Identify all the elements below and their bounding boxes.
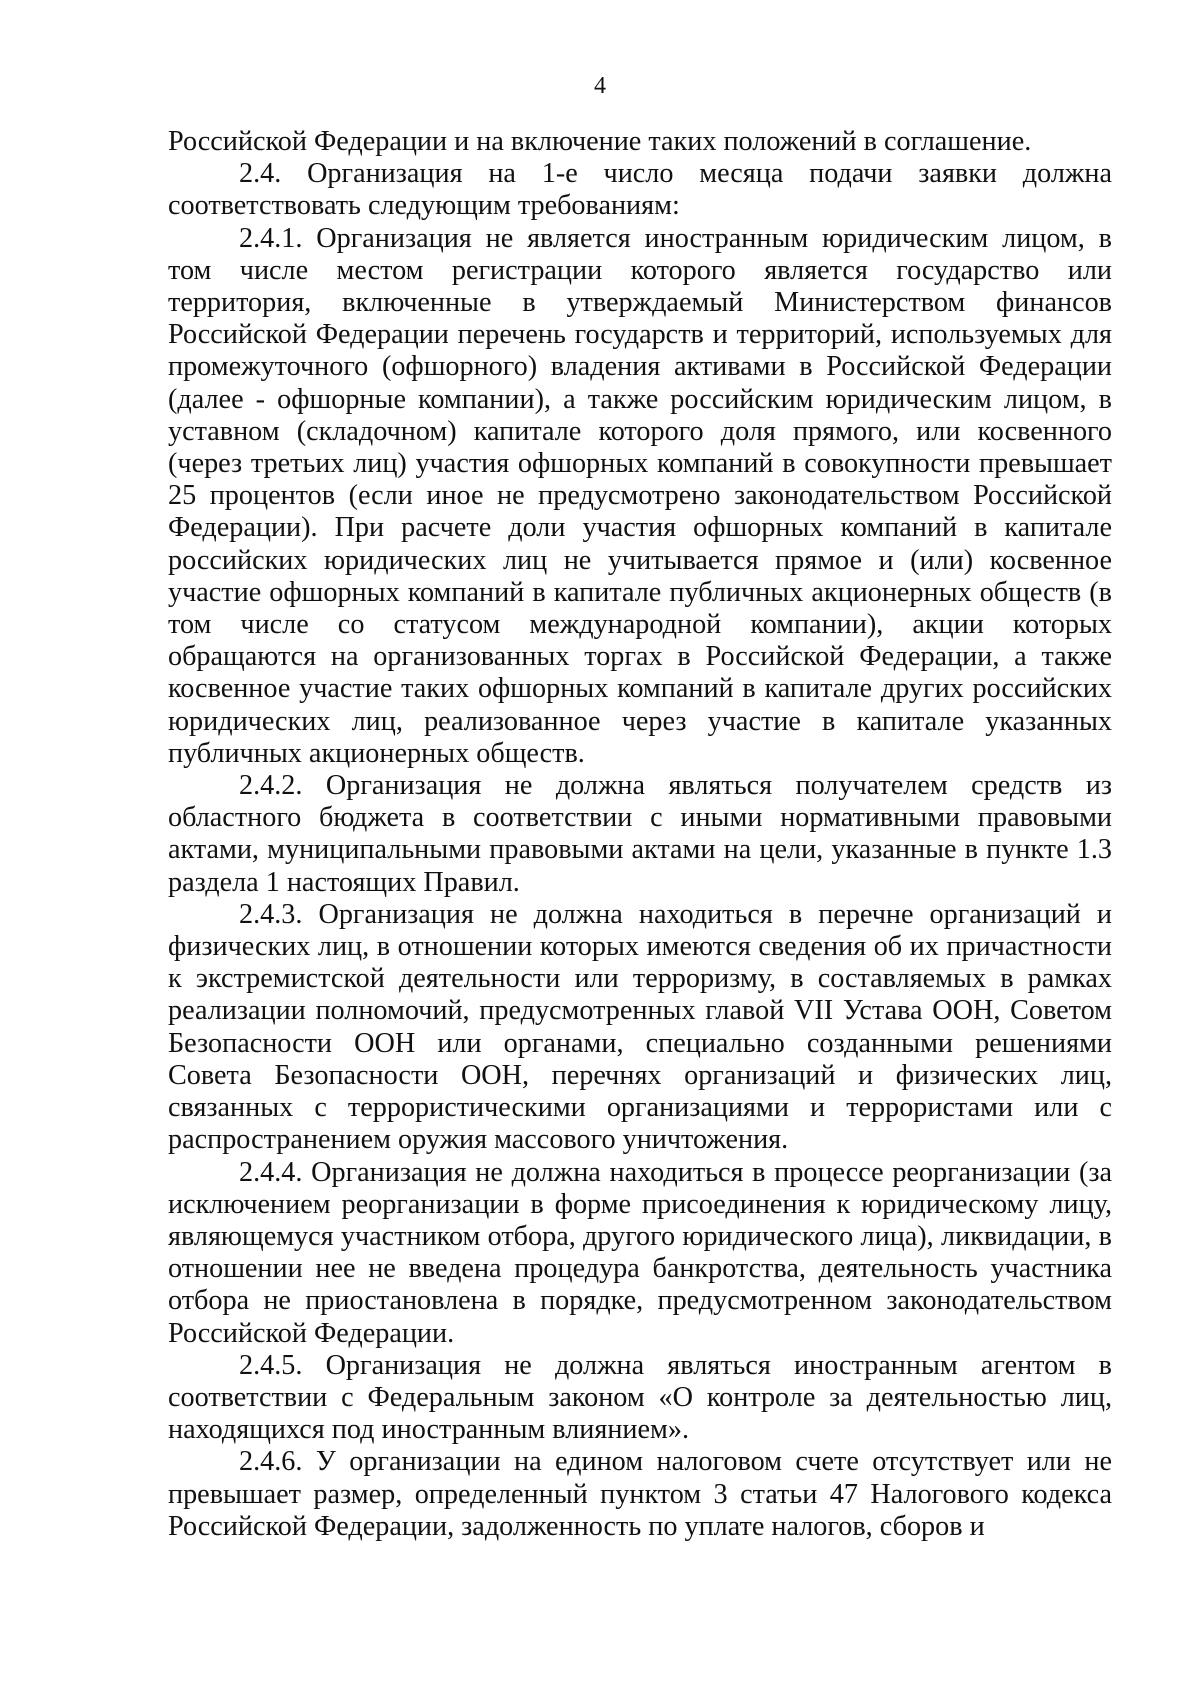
document-body [168,126,1112,1543]
paragraph-2-4-1: 2.4.1. Организация не является иностранным юридическим лицом, в том числе местом регистрации которого является государство или территория, включенные в утверждаемый Министерством финансов Российской Федерации перечень государств и территорий, используемых для промежуточного (офшорного) владения активами в Российской Федерации (далее - офшорные компании), а также российским юридическим лицом, в уставном (складочном) капитале которого доля прямого, или косвенного (через третьих лиц) участия офшорных компаний в совокупности превышает 25 процентов (если иное не предусмотрено законодательством Российской Федерации). При расчете доли участия офшорных компаний в капитале российских юридических лиц не учитывается прямое и (или) косвенное участие офшорных компаний в капитале публичных акционерных обществ (в том числе со статусом международной компании), акции которых обращаются на организованных торгах в Российской Федерации, а также косвенное участие таких офшорных компаний в капитале других российских юридических лиц, реализованное через участие в капитале указанных публичных акционерных обществ. [168,222,1112,769]
paragraph-2-4: 2.4. Организация на 1-е число месяца подачи заявки должна соответствовать следующим требованиям: [168,158,1112,222]
paragraph-continuation: Российской Федерации и на включение таких положений в соглашение. [168,126,1032,157]
paragraph-2-4-2: 2.4.2. Организация не должна являться получателем средств из областного бюджета в соответствии с иными нормативными правовыми актами, муниципальными правовыми актами на цели, указанные в пункте 1.3 раздела 1 настоящих Правил. [168,770,1112,898]
page-number: 4 [594,73,606,99]
paragraph-2-4-3: 2.4.3. Организация не должна находиться в перечне организаций и физических лиц, в отношении которых имеются сведения об их причастности к экстремистской деятельности или терроризму, в составляемых в рамках реализации полномочий, предусмотренных главой VII Устава ООН, Советом Безопасности ООН или органами, специально созданными решениями Совета Безопасности ООН, перечнях организаций и физических лиц, связанных с террористическими организациями и террористами или с распространением оружия массового уничтожения. [168,898,1112,1156]
paragraph-2-4-4: 2.4.4. Организация не должна находиться в процессе реорганизации (за исключением реорганизации в форме присоединения к юридическому лицу, являющемуся участником отбора, другого юридического лица), ликвидации, в отношении нее не введена процедура банкротства, деятельность участника отбора не приостановлена в порядке, предусмотренном законодательством Российской Федерации. [168,1156,1112,1349]
paragraph-2-4-5: 2.4.5. Организация не должна являться иностранным агентом в соответствии с Федеральным законом «О контроле за деятельностью лиц, находящихся под иностранным влиянием». [168,1349,1112,1446]
paragraph-2-4-6: 2.4.6. У организации на едином налоговом счете отсутствует или не превышает размер, определенный пунктом 3 статьи 47 Налогового кодекса Российской Федерации, задолженность по уплате налогов, сборов и [168,1446,1112,1542]
